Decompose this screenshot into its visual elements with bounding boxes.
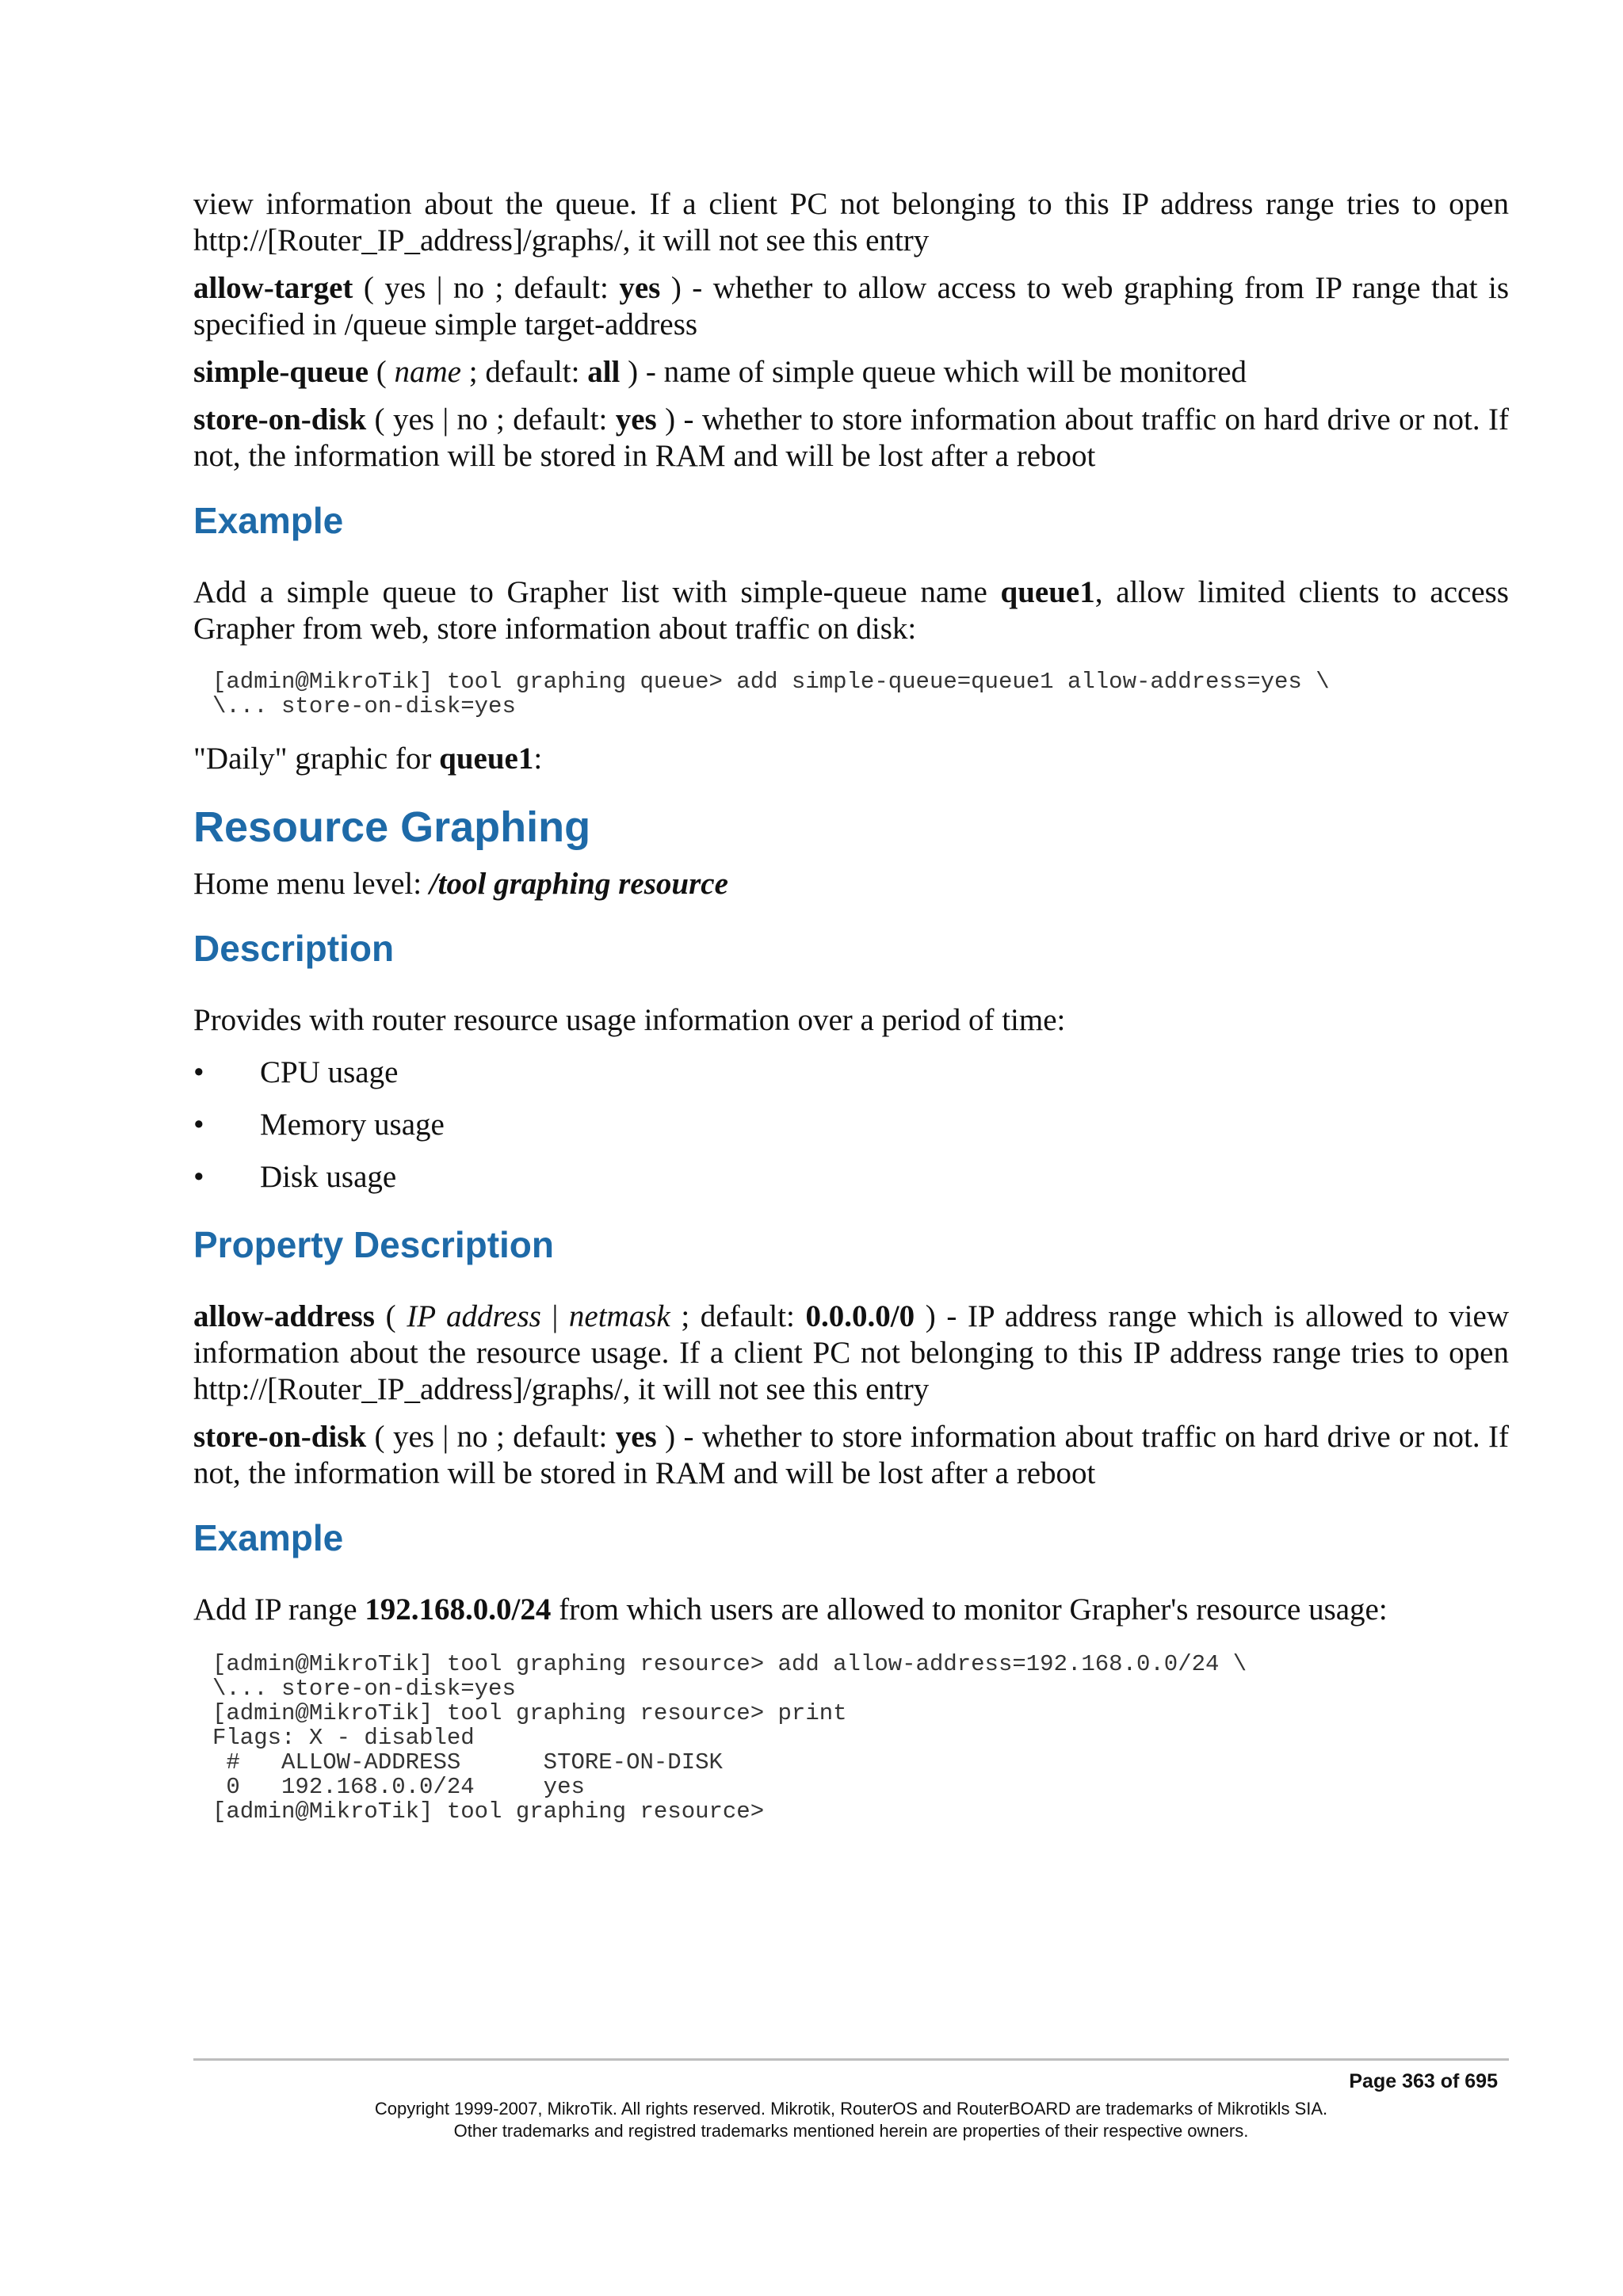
- property-name: allow-target: [193, 271, 353, 305]
- property-name: simple-queue: [193, 355, 369, 389]
- allow-target-property: allow-target ( yes | no ; default: yes ) - whether to allow access to web graphing from IP range that is specified in /queue simple target-address: [193, 271, 1509, 341]
- daily-graphic-caption: "Daily" graphic for queue1:: [193, 742, 543, 776]
- property-name: store-on-disk: [193, 402, 367, 437]
- usage-list: [193, 1055, 1509, 1196]
- code-block: [admin@MikroTik] tool graphing queue> add simple-queue=queue1 allow-address=yes \ \... store-on-disk=yes: [212, 669, 1330, 719]
- list-item: • Disk usage: [193, 1160, 397, 1194]
- property-description-heading: Property Description: [193, 1224, 554, 1265]
- description-text: Provides with router resource usage information over a period of time:: [193, 1003, 1066, 1037]
- bullet-icon: •: [193, 1055, 204, 1089]
- property-name: allow-address: [193, 1299, 375, 1333]
- store-on-disk-property: store-on-disk ( yes | no ; default: yes ) - whether to store information about traffic on hard drive or not. If not, the information will be stored in RAM and will be lost after a reboot: [193, 402, 1510, 473]
- copyright-line: Copyright 1999-2007, MikroTik. All rights reserved. Mikrotik, RouterOS and RouterBOARD are trademarks of Mikrotikls SIA.: [374, 2099, 1328, 2119]
- property-name: store-on-disk: [193, 1420, 367, 1454]
- page-footer: [193, 2058, 1509, 2142]
- store-on-disk-property: store-on-disk ( yes | no ; default: yes ) - whether to store information about traffic on hard drive or not. If not, the information will be stored in RAM and will be lost after a reboot: [193, 1420, 1510, 1490]
- simple-queue-property: simple-queue ( name ; default: all ) - name of simple queue which will be monitored: [193, 355, 1247, 389]
- page-content: [193, 186, 1509, 1824]
- allow-address-property: allow-address ( IP address | netmask ; default: 0.0.0.0/0 ) - IP address range which is allowed to view information about the resource usage. If a client PC not belonging to this IP address range tries to open http://[Router_IP_address]/graphs/, it will not see this entry: [193, 1299, 1509, 1406]
- queue-allow-address-continued: view information about the queue. If a client PC not belonging to this IP address range tries to open http://[Router_IP_address]/graphs/, it will not see this entry: [193, 187, 1509, 257]
- description-heading: Description: [193, 928, 395, 969]
- bullet-icon: •: [193, 1108, 204, 1142]
- list-item: • CPU usage: [193, 1055, 399, 1089]
- example-intro: Add a simple queue to Grapher list with simple-queue name queue1, allow limited clients to access Grapher from web, store information about traffic on disk:: [193, 575, 1509, 646]
- example-intro: Add IP range 192.168.0.0/24 from which users are allowed to monitor Grapher's resource usage:: [193, 1592, 1388, 1627]
- page-number: Page 363 of 695: [1349, 2070, 1498, 2092]
- section-heading: Resource Graphing: [193, 803, 591, 851]
- home-menu-level: Home menu level: /tool graphing resource: [193, 867, 728, 901]
- example-heading: Example: [193, 1517, 344, 1558]
- trademark-line: Other trademarks and registred trademarks mentioned herein are properties of their respective owners.: [453, 2121, 1249, 2141]
- code-block: [admin@MikroTik] tool graphing resource> add allow-address=192.168.0.0/24 \ \... store-on-disk=yes [admin@MikroTik] tool graphing resource> print Flags: X - disabled # ALLOW-ADDRESS STORE-ON-DISK 0 192.168.0.0/24 yes [admin@MikroTik] tool graphing resource>: [212, 1651, 1247, 1825]
- bullet-icon: •: [193, 1160, 204, 1194]
- example-heading: Example: [193, 500, 344, 541]
- list-item: • Memory usage: [193, 1108, 445, 1142]
